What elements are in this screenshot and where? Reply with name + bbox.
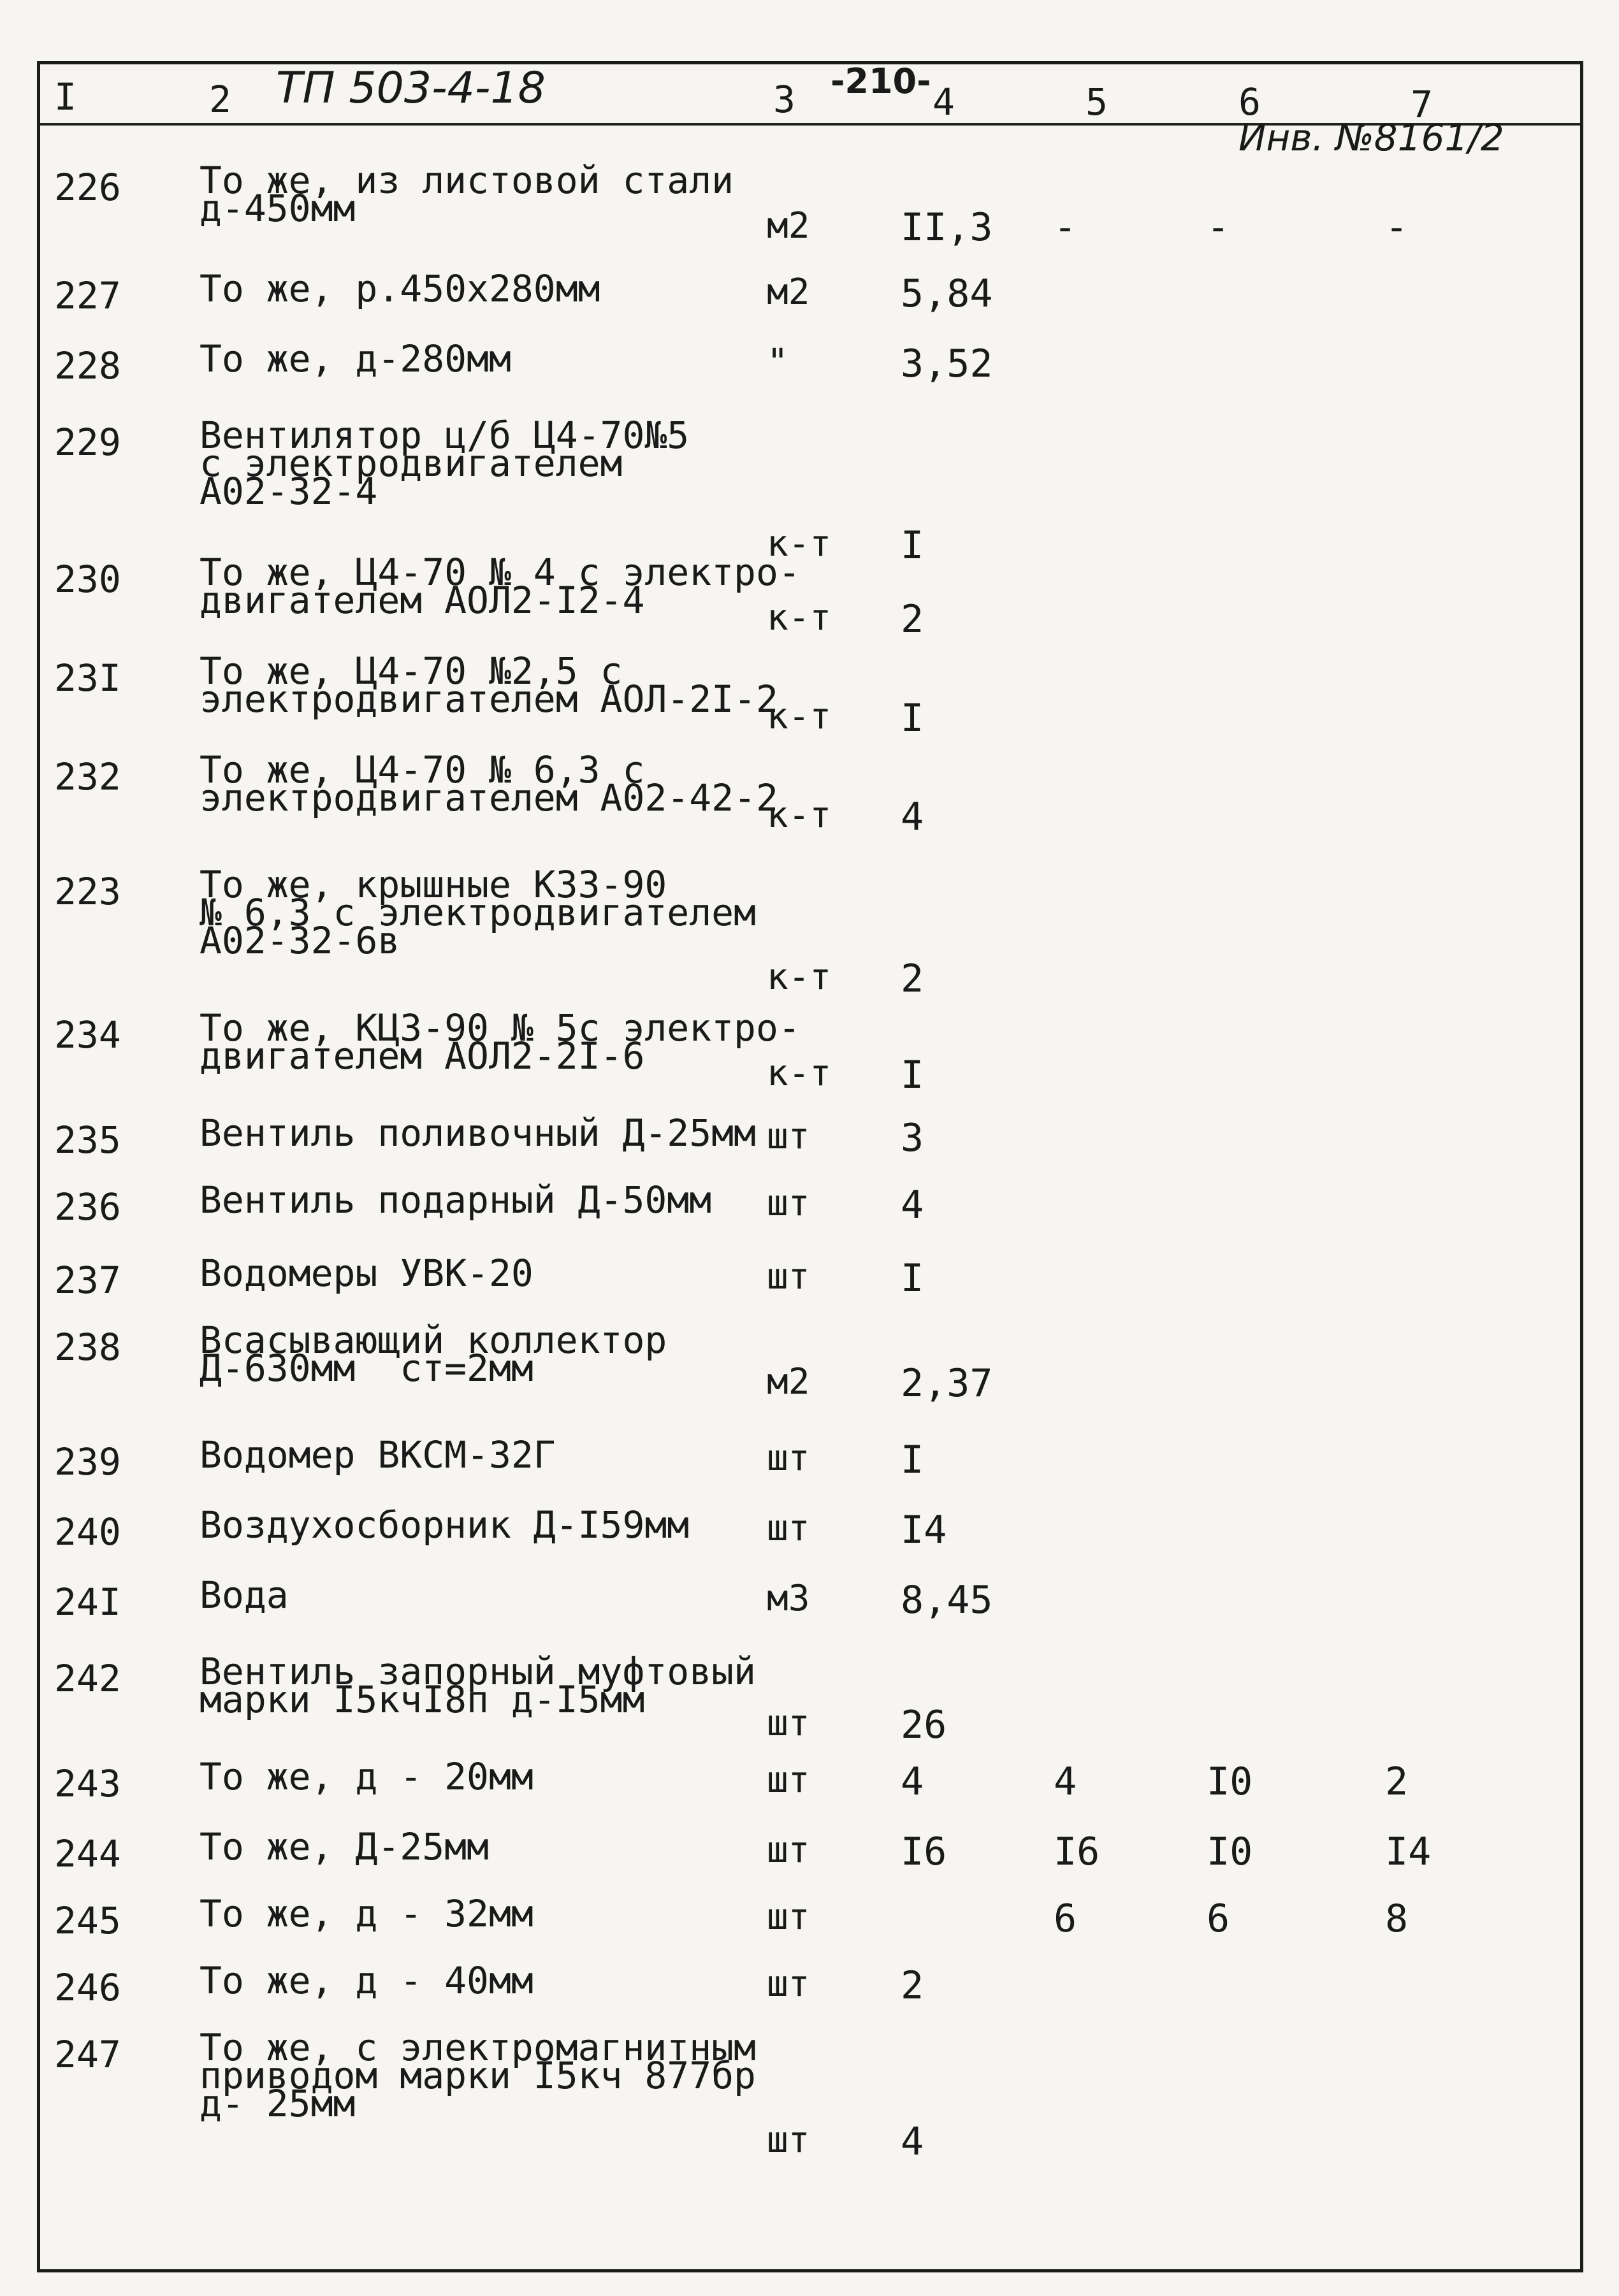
item-name: То же, д-280мм (200, 337, 511, 380)
quantity-col-6: I0 (1207, 1759, 1253, 1804)
quantity-col-6: I0 (1207, 1830, 1253, 1874)
quantity-col-4: 2 (901, 957, 924, 1001)
item-name: То же, д - 32мм (200, 1892, 534, 1935)
quantity-col-6: - (1207, 205, 1230, 250)
row-number: 223 (54, 870, 121, 913)
quantity-col-7: 2 (1385, 1759, 1409, 1804)
quantity-col-4: I (901, 696, 924, 740)
quantity-col-5: I6 (1054, 1830, 1100, 1874)
row-number: 246 (54, 1966, 121, 2009)
col-header-2: 2 (209, 78, 231, 121)
quantity-col-5: 6 (1054, 1896, 1077, 1941)
unit-cell: шт (767, 2119, 810, 2161)
quantity-col-4: 2,37 (901, 1361, 993, 1406)
unit-cell: м3 (767, 1578, 810, 1619)
quantity-col-5: - (1054, 205, 1077, 250)
row-number: 232 (54, 755, 121, 798)
row-number: 243 (54, 1762, 121, 1805)
quantity-col-4: 8,45 (901, 1578, 993, 1622)
row-number: 235 (54, 1118, 121, 1162)
unit-cell: к-т (767, 523, 832, 565)
item-name: Вентиль запорный муфтовый марки I5кчI8п д-I5мм (200, 1650, 756, 1721)
item-name: То же, из листовой стали д-450мм (200, 159, 734, 230)
item-name: То же, КЦЗ-90 № 5с электро- двигателем АОЛ2-2I-6 (200, 1006, 801, 1078)
row-number: 245 (54, 1899, 121, 1942)
item-name: То же, д - 20мм (200, 1755, 534, 1798)
row-number: 228 (54, 344, 121, 387)
col-header-5: 5 (1085, 80, 1108, 124)
item-name: Водомер ВКСМ-32Г (200, 1433, 556, 1477)
quantity-col-4: 2 (901, 1963, 924, 2008)
quantity-col-4: I (901, 1256, 924, 1301)
row-number: 236 (54, 1185, 121, 1229)
quantity-col-4: 4 (901, 795, 924, 839)
quantity-col-4: 3 (901, 1116, 924, 1160)
quantity-col-4: I6 (901, 1830, 947, 1874)
row-number: 242 (54, 1657, 121, 1700)
item-name: То же, Ц4-70 № 4 с электро- двигателем АОЛ2-I2-4 (200, 551, 801, 622)
quantity-col-4: 4 (901, 1759, 924, 1804)
row-number: 239 (54, 1440, 121, 1484)
item-name: То же, р.450х280мм (200, 267, 600, 310)
inventory-number: Инв. №8161/2 (1238, 116, 1504, 159)
item-name: Всасывающий коллектор Д-630мм ст=2мм (200, 1318, 667, 1390)
unit-cell: шт (767, 1116, 810, 1157)
unit-cell: шт (767, 1963, 810, 2005)
row-number: 229 (54, 421, 121, 464)
quantity-col-4: 26 (901, 1703, 947, 1747)
row-number: 24I (54, 1580, 121, 1624)
unit-cell: шт (767, 1256, 810, 1297)
unit-cell: м2 (767, 271, 810, 313)
item-name: Воздухосборник Д-I59мм (200, 1503, 690, 1547)
quantity-col-5: 4 (1054, 1759, 1077, 1804)
row-number: 226 (54, 166, 121, 209)
quantity-col-4: II,3 (901, 205, 993, 250)
item-name: Водомеры УВК-20 (200, 1252, 534, 1295)
row-number: 244 (54, 1832, 121, 1875)
quantity-col-4: I4 (901, 1508, 947, 1552)
row-number: 227 (54, 274, 121, 317)
unit-cell: м2 (767, 1361, 810, 1403)
item-name: То же, Ц4-70 №2,5 с электродвигателем АОЛ-2I-2 (200, 649, 778, 721)
unit-cell: к-т (767, 1053, 832, 1094)
unit-cell: к-т (767, 795, 832, 836)
unit-cell: шт (767, 1703, 810, 1744)
unit-cell: шт (767, 1183, 810, 1224)
col-header-4: 4 (933, 80, 955, 124)
quantity-col-7: 8 (1385, 1896, 1409, 1941)
unit-cell: к-т (767, 696, 832, 737)
item-name: То же, Д-25мм (200, 1825, 489, 1868)
unit-cell: " (767, 342, 788, 383)
item-name: Вода (200, 1573, 289, 1617)
quantity-col-4: 2 (901, 597, 924, 642)
quantity-col-4: 4 (901, 2119, 924, 2164)
unit-cell: шт (767, 1508, 810, 1549)
quantity-col-4: 4 (901, 1183, 924, 1227)
item-name: То же, с электромагнитным приводом марки I5кч 877бр д- 25мм (200, 2026, 756, 2125)
unit-cell: к-т (767, 957, 832, 998)
row-number: 247 (54, 2033, 121, 2076)
item-name: То же, д - 40мм (200, 1959, 534, 2002)
row-number: 237 (54, 1259, 121, 1302)
row-number: 240 (54, 1510, 121, 1554)
unit-cell: шт (767, 1438, 810, 1479)
document-code: ТП 503-4-18 (276, 63, 546, 113)
col-header-7: 7 (1411, 83, 1433, 126)
quantity-col-4: I (901, 1053, 924, 1097)
quantity-col-4: I (901, 1438, 924, 1482)
quantity-col-7: I4 (1385, 1830, 1432, 1874)
quantity-col-6: 6 (1207, 1896, 1230, 1941)
page-number: -210- (831, 61, 931, 101)
quantity-col-4: 3,52 (901, 342, 993, 386)
unit-cell: шт (767, 1830, 810, 1871)
unit-cell: м2 (767, 205, 810, 247)
row-number: 234 (54, 1013, 121, 1057)
unit-cell: шт (767, 1759, 810, 1801)
item-name: Вентиль подарный Д-50мм (200, 1178, 712, 1222)
item-name: Вентиль поливочный Д-25мм (200, 1111, 756, 1155)
unit-cell: к-т (767, 597, 832, 639)
col-header-1: I (54, 75, 76, 119)
quantity-col-4: I (901, 523, 924, 568)
col-header-3: 3 (773, 78, 795, 121)
item-name: То же, крышные КЗЗ-90 № 6,3 с электродвигателем А02-32-6в (200, 863, 756, 962)
row-number: 230 (54, 558, 121, 601)
quantity-col-7: - (1385, 205, 1409, 250)
col-header-6: 6 (1238, 80, 1261, 124)
quantity-col-4: 5,84 (901, 271, 993, 316)
row-number: 238 (54, 1325, 121, 1369)
item-name: То же, Ц4-70 № 6,3 с электродвигателем А02-42-2 (200, 748, 778, 819)
item-name: Вентилятор ц/б Ц4-70№5 с электродвигателем А02-32-4 (200, 414, 690, 513)
row-number: 23I (54, 656, 121, 700)
unit-cell: шт (767, 1896, 810, 1938)
document-sheet (37, 61, 1583, 2272)
